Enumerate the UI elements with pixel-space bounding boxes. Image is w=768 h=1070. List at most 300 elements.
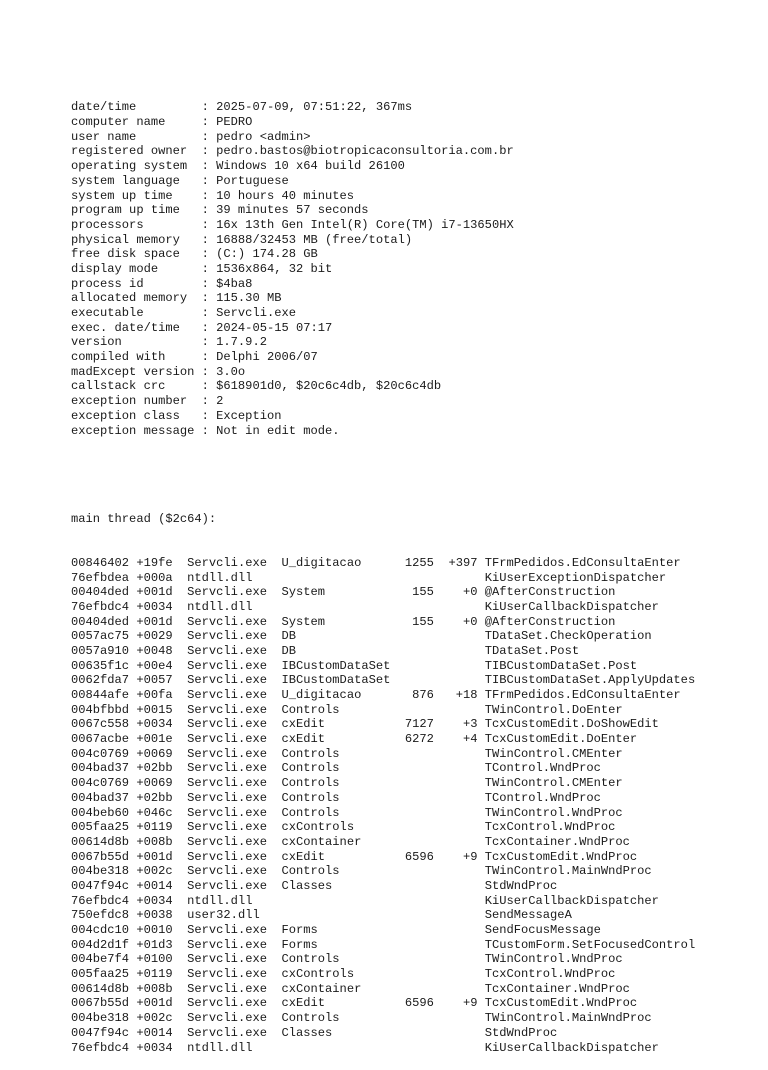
info-key: exception number [71, 394, 202, 409]
frame-line [405, 791, 441, 805]
frame-address: 0047f94c [71, 878, 137, 893]
info-key: system language [71, 173, 202, 188]
frame-line [405, 1011, 441, 1025]
info-separator: : [201, 350, 217, 365]
frame-address: 76efbdc4 [71, 1040, 137, 1055]
frame-procedure: TIBCustomDataSet.Post [484, 658, 638, 673]
frame-line [405, 673, 441, 687]
stack-frame [71, 982, 695, 997]
frame-unit: DB [281, 629, 405, 644]
frame-offset: +001e [136, 732, 188, 747]
info-row [71, 144, 695, 159]
frame-procedure: KiUserExceptionDispatcher [484, 570, 667, 585]
info-separator: : [201, 129, 217, 144]
stack-frame [71, 952, 695, 967]
frame-line-offset [441, 938, 485, 952]
frame-line-offset [441, 776, 485, 790]
info-separator: : [201, 320, 217, 335]
frame-module: Servcli.exe [187, 834, 282, 849]
frame-line: 155 [404, 614, 442, 629]
bug-report [71, 71, 695, 1070]
frame-line-offset [441, 952, 485, 966]
frame-line [405, 1026, 441, 1040]
frame-line [405, 761, 441, 775]
info-row [71, 115, 695, 130]
stack-frame [71, 629, 695, 644]
info-separator: : [201, 203, 217, 218]
frame-unit: Controls [281, 864, 405, 879]
frame-offset: +008b [136, 834, 188, 849]
info-separator: : [201, 100, 217, 115]
frame-procedure: TWinControl.DoEnter [484, 702, 623, 717]
frame-line-offset [441, 747, 485, 761]
frame-procedure: TcxCustomEdit.DoEnter [484, 732, 638, 747]
frame-unit [282, 600, 405, 614]
stack-frame [71, 894, 695, 909]
frame-line [405, 938, 441, 952]
frame-offset: +001d [136, 585, 188, 600]
info-row [71, 218, 695, 233]
frame-address: 76efbdc4 [71, 599, 137, 614]
info-separator: : [201, 291, 217, 306]
frame-offset: +001d [136, 614, 188, 629]
frame-procedure: TWinControl.WndProc [484, 952, 623, 967]
info-row [71, 335, 695, 350]
frame-line [405, 982, 441, 996]
info-row [71, 306, 695, 321]
frame-procedure: SendFocusMessage [484, 923, 601, 937]
frame-module: ntdll.dll [187, 599, 282, 614]
info-row [71, 203, 695, 218]
frame-module: Servcli.exe [187, 849, 282, 864]
info-value: Exception [216, 408, 282, 423]
frame-procedure: TcxCustomEdit.WndProc [484, 996, 638, 1011]
info-value: $4ba8 [216, 276, 253, 291]
frame-unit: IBCustomDataSet [281, 658, 405, 673]
frame-module: Servcli.exe [187, 981, 282, 996]
frame-address: 004bad37 [71, 790, 137, 805]
frame-offset: +0069 [136, 746, 188, 761]
stack-frame [71, 717, 695, 732]
frame-line-offset [441, 982, 485, 996]
info-separator: : [201, 364, 217, 379]
info-row [71, 409, 695, 424]
frame-address: 004bfbbd [71, 702, 137, 717]
frame-procedure: TDataSet.Post [484, 643, 580, 658]
info-value: 3.0o [216, 364, 246, 379]
frame-offset: +0119 [136, 967, 188, 982]
info-row [71, 321, 695, 336]
frame-line [405, 923, 441, 937]
frame-line [405, 776, 441, 790]
info-value: Windows 10 x64 build 26100 [216, 159, 405, 174]
frame-procedure: TcxControl.WndProc [484, 967, 616, 982]
info-row [71, 130, 695, 145]
frame-line-offset [441, 659, 485, 673]
frame-module: Servcli.exe [187, 864, 282, 879]
info-value: 2 [216, 394, 224, 409]
frame-unit [282, 908, 405, 922]
frame-module: Servcli.exe [187, 555, 282, 570]
info-separator: : [201, 232, 217, 247]
info-key: physical memory [71, 232, 202, 247]
frame-procedure: TcxContainer.WndProc [484, 981, 630, 996]
frame-procedure: TFrmPedidos.EdConsultaEnter [484, 688, 681, 702]
frame-module: Servcli.exe [187, 629, 282, 644]
info-key: exception class [71, 408, 202, 423]
frame-line: 876 [404, 688, 442, 702]
info-value: Not in edit mode. [216, 423, 340, 438]
frame-address: 00846402 [71, 555, 137, 570]
frame-line [405, 864, 441, 878]
frame-line [405, 908, 441, 922]
frame-module: Servcli.exe [187, 937, 282, 952]
info-key: display mode [71, 261, 202, 276]
frame-offset: +0029 [136, 629, 188, 644]
frame-module: user32.dll [187, 908, 282, 923]
info-separator: : [201, 173, 217, 188]
frame-line: 6596 [404, 849, 442, 864]
info-key: operating system [71, 159, 202, 174]
info-row [71, 350, 695, 365]
frame-line-offset [441, 806, 485, 820]
stack-frame [71, 967, 695, 982]
stack-frame [71, 938, 695, 953]
frame-module: Servcli.exe [187, 688, 282, 702]
frame-address: 004be7f4 [71, 952, 137, 967]
stack-frame [71, 1041, 695, 1056]
frame-line [405, 820, 441, 834]
info-key: exec. date/time [71, 320, 202, 335]
frame-unit: Controls [281, 952, 405, 967]
frame-unit [282, 1041, 405, 1055]
frame-procedure: TWinControl.CMEnter [484, 746, 623, 761]
frame-address: 00844afe [71, 688, 137, 702]
frame-address: 00404ded [71, 614, 137, 629]
info-value: 16x 13th Gen Intel(R) Core(TM) i7-13650HX [216, 217, 514, 232]
frame-address: 0057ac75 [71, 629, 137, 644]
frame-module: Servcli.exe [187, 732, 282, 747]
frame-address: 0067b55d [71, 996, 137, 1011]
frame-module: Servcli.exe [187, 923, 282, 937]
info-separator: : [201, 188, 217, 203]
frame-module: ntdll.dll [187, 1040, 282, 1055]
frame-line-offset: +4 [441, 732, 485, 747]
stack-frame [71, 850, 695, 865]
frame-module: Servcli.exe [187, 878, 282, 893]
info-key: program up time [71, 203, 202, 218]
info-value: 16888/32453 MB (free/total) [216, 232, 413, 247]
frame-procedure: TWinControl.MainWndProc [484, 864, 652, 879]
callstack-section [71, 556, 695, 1055]
frame-line-offset [441, 879, 485, 893]
frame-offset: +0034 [136, 1040, 188, 1055]
frame-address: 0067b55d [71, 849, 137, 864]
stack-frame [71, 1026, 695, 1041]
frame-line [405, 806, 441, 820]
info-key: user name [71, 129, 202, 144]
frame-module: ntdll.dll [187, 570, 282, 585]
frame-address: 76efbdc4 [71, 893, 137, 908]
frame-line [405, 703, 441, 717]
info-value: 115.30 MB [216, 291, 282, 306]
frame-offset: +046c [136, 805, 188, 820]
frame-line [405, 952, 441, 966]
frame-offset: +02bb [136, 761, 188, 776]
frame-procedure: TcxCustomEdit.DoShowEdit [484, 717, 659, 732]
info-value: PEDRO [216, 115, 253, 130]
frame-address: 004c0769 [71, 776, 137, 791]
frame-address: 0067acbe [71, 732, 137, 747]
frame-module: Servcli.exe [187, 614, 282, 629]
frame-unit: System [281, 614, 405, 629]
frame-offset: +0048 [136, 643, 188, 658]
frame-unit: System [281, 585, 405, 600]
frame-procedure: TWinControl.WndProc [484, 805, 623, 820]
frame-offset: +008b [136, 981, 188, 996]
info-key: exception message [71, 423, 202, 438]
frame-unit: cxControls [281, 820, 405, 835]
frame-line-offset [441, 1026, 485, 1040]
info-separator: : [201, 261, 217, 276]
frame-line [405, 659, 441, 673]
frame-line: 6272 [404, 732, 442, 747]
frame-unit: U_digitacao [281, 688, 405, 702]
frame-procedure: TWinControl.CMEnter [484, 776, 623, 791]
frame-line: 7127 [404, 717, 442, 732]
frame-procedure: SendMessageA [484, 908, 572, 923]
frame-line-offset [441, 791, 485, 805]
info-separator: : [201, 115, 217, 130]
frame-unit: cxContainer [281, 834, 405, 849]
stack-frame [71, 791, 695, 806]
frame-procedure: StdWndProc [484, 1025, 558, 1040]
frame-unit: Controls [281, 805, 405, 820]
info-separator: : [201, 276, 217, 291]
frame-line-offset: +3 [441, 717, 485, 732]
frame-module: Servcli.exe [187, 805, 282, 820]
info-key: free disk space [71, 247, 202, 262]
frame-module: Servcli.exe [187, 996, 282, 1011]
info-key: computer name [71, 115, 202, 130]
frame-procedure: TControl.WndProc [484, 790, 601, 805]
frame-module: Servcli.exe [187, 1011, 282, 1026]
frame-address: 004c0769 [71, 746, 137, 761]
frame-unit: U_digitacao [281, 555, 405, 570]
stack-frame [71, 835, 695, 850]
frame-module: ntdll.dll [187, 893, 282, 908]
frame-line [405, 1041, 441, 1055]
frame-line: 1255 [404, 555, 442, 570]
info-value: 1.7.9.2 [216, 335, 267, 350]
frame-line-offset: +18 [441, 688, 485, 702]
info-key: system up time [71, 188, 202, 203]
frame-address: 004bad37 [71, 761, 137, 776]
frame-line [405, 835, 441, 849]
frame-unit: Controls [281, 761, 405, 776]
frame-unit: Classes [281, 1025, 405, 1040]
frame-unit: Controls [281, 746, 405, 761]
stack-frame [71, 585, 695, 600]
info-row [71, 247, 695, 262]
info-value: 1536x864, 32 bit [216, 261, 333, 276]
frame-unit: cxContainer [281, 981, 405, 996]
frame-address: 005faa25 [71, 967, 137, 982]
frame-address: 750efdc8 [71, 908, 137, 923]
frame-line-offset [441, 835, 485, 849]
frame-address: 00614d8b [71, 834, 137, 849]
section-spacer [71, 468, 695, 483]
info-value: 10 hours 40 minutes [216, 188, 355, 203]
info-separator: : [201, 394, 217, 409]
frame-address: 004be318 [71, 864, 137, 879]
frame-offset: +0100 [136, 952, 188, 967]
info-value: Servcli.exe [216, 306, 296, 321]
frame-procedure: TcxControl.WndProc [484, 820, 616, 835]
frame-address: 0067c558 [71, 717, 137, 732]
info-value: (C:) 174.28 GB [216, 247, 318, 262]
info-row [71, 424, 695, 439]
info-value: pedro <admin> [216, 129, 311, 144]
frame-unit [282, 894, 405, 908]
frame-line-offset [441, 761, 485, 775]
frame-procedure: TcxCustomEdit.WndProc [484, 849, 638, 864]
frame-line [405, 894, 441, 908]
frame-unit: cxControls [281, 967, 405, 982]
info-row [71, 277, 695, 292]
info-row [71, 233, 695, 248]
frame-module: Servcli.exe [187, 820, 282, 835]
frame-offset: +0014 [136, 1025, 188, 1040]
frame-line: 6596 [404, 996, 442, 1011]
info-row [71, 365, 695, 380]
frame-module: Servcli.exe [187, 702, 282, 717]
stack-frame [71, 864, 695, 879]
info-key: process id [71, 276, 202, 291]
frame-address: 0062fda7 [71, 673, 137, 688]
frame-address: 00614d8b [71, 981, 137, 996]
frame-offset: +0014 [136, 878, 188, 893]
frame-offset: +0015 [136, 702, 188, 717]
frame-unit: cxEdit [281, 996, 405, 1011]
frame-line-offset [441, 571, 485, 585]
frame-module: Servcli.exe [187, 643, 282, 658]
info-key: allocated memory [71, 291, 202, 306]
info-value: Delphi 2006/07 [216, 350, 318, 365]
frame-address: 76efbdea [71, 570, 137, 585]
frame-line-offset [441, 894, 485, 908]
frame-module: Servcli.exe [187, 776, 282, 791]
frame-procedure: TFrmPedidos.EdConsultaEnter [484, 555, 681, 570]
frame-line [405, 600, 441, 614]
frame-offset: +00fa [136, 688, 188, 702]
frame-line-offset [441, 864, 485, 878]
frame-address: 004d2d1f [71, 937, 137, 952]
frame-module: Servcli.exe [187, 717, 282, 732]
frame-module: Servcli.exe [187, 658, 282, 673]
frame-line [405, 571, 441, 585]
frame-procedure: TcxContainer.WndProc [484, 834, 630, 849]
info-row [71, 291, 695, 306]
stack-frame [71, 776, 695, 791]
system-info-section [71, 100, 695, 438]
frame-unit: DB [281, 643, 405, 658]
info-separator: : [201, 144, 217, 159]
frame-procedure: TWinControl.MainWndProc [484, 1011, 652, 1026]
info-row [71, 189, 695, 204]
frame-unit: IBCustomDataSet [281, 673, 405, 688]
frame-module: Servcli.exe [187, 790, 282, 805]
frame-unit: cxEdit [281, 717, 405, 732]
info-separator: : [201, 159, 217, 174]
frame-line-offset [441, 1041, 485, 1055]
info-row [71, 262, 695, 277]
frame-line [405, 967, 441, 981]
frame-line-offset [441, 644, 485, 658]
frame-offset: +0034 [136, 893, 188, 908]
frame-procedure: @AfterConstruction [484, 585, 616, 600]
frame-offset: +001d [136, 996, 188, 1011]
info-separator: : [201, 217, 217, 232]
info-row [71, 174, 695, 189]
stack-frame [71, 923, 695, 938]
frame-line-offset [441, 923, 485, 937]
stack-frame [71, 806, 695, 821]
frame-procedure: TDataSet.CheckOperation [484, 629, 652, 644]
info-value: 2024-05-15 07:17 [216, 320, 333, 335]
stack-frame [71, 673, 695, 688]
frame-unit: Controls [281, 1011, 405, 1026]
frame-unit [282, 571, 405, 585]
info-separator: : [201, 306, 217, 321]
stack-frame [71, 747, 695, 762]
frame-unit: Controls [281, 702, 405, 717]
stack-frame [71, 659, 695, 674]
info-separator: : [201, 379, 217, 394]
info-key: date/time [71, 100, 202, 115]
stack-frame [71, 600, 695, 615]
info-value: Portuguese [216, 173, 289, 188]
frame-offset: +0010 [136, 923, 188, 937]
stack-frame [71, 703, 695, 718]
frame-line-offset [441, 967, 485, 981]
info-value: $618901d0, $20c6c4db, $20c6c4db [216, 379, 442, 394]
frame-offset: +002c [136, 864, 188, 879]
stack-frame [71, 644, 695, 659]
info-row [71, 100, 695, 115]
frame-line-offset [441, 703, 485, 717]
frame-line [405, 644, 441, 658]
frame-module: Servcli.exe [187, 673, 282, 688]
frame-module: Servcli.exe [187, 746, 282, 761]
info-value: pedro.bastos@biotropicaconsultoria.com.br [216, 144, 514, 159]
stack-frame [71, 556, 695, 571]
frame-unit: Classes [281, 878, 405, 893]
frame-line-offset [441, 600, 485, 614]
thread-title: main thread ($2c64): [71, 511, 217, 526]
frame-unit: Controls [281, 776, 405, 791]
stack-frame [71, 761, 695, 776]
frame-unit: Forms [281, 937, 405, 952]
frame-unit: Controls [281, 790, 405, 805]
stack-frame [71, 996, 695, 1011]
frame-line-offset: +9 [441, 849, 485, 864]
frame-offset: +0034 [136, 717, 188, 732]
frame-offset: +00e4 [136, 658, 188, 673]
frame-address: 00635f1c [71, 658, 137, 673]
frame-line [405, 629, 441, 643]
frame-offset: +001d [136, 849, 188, 864]
